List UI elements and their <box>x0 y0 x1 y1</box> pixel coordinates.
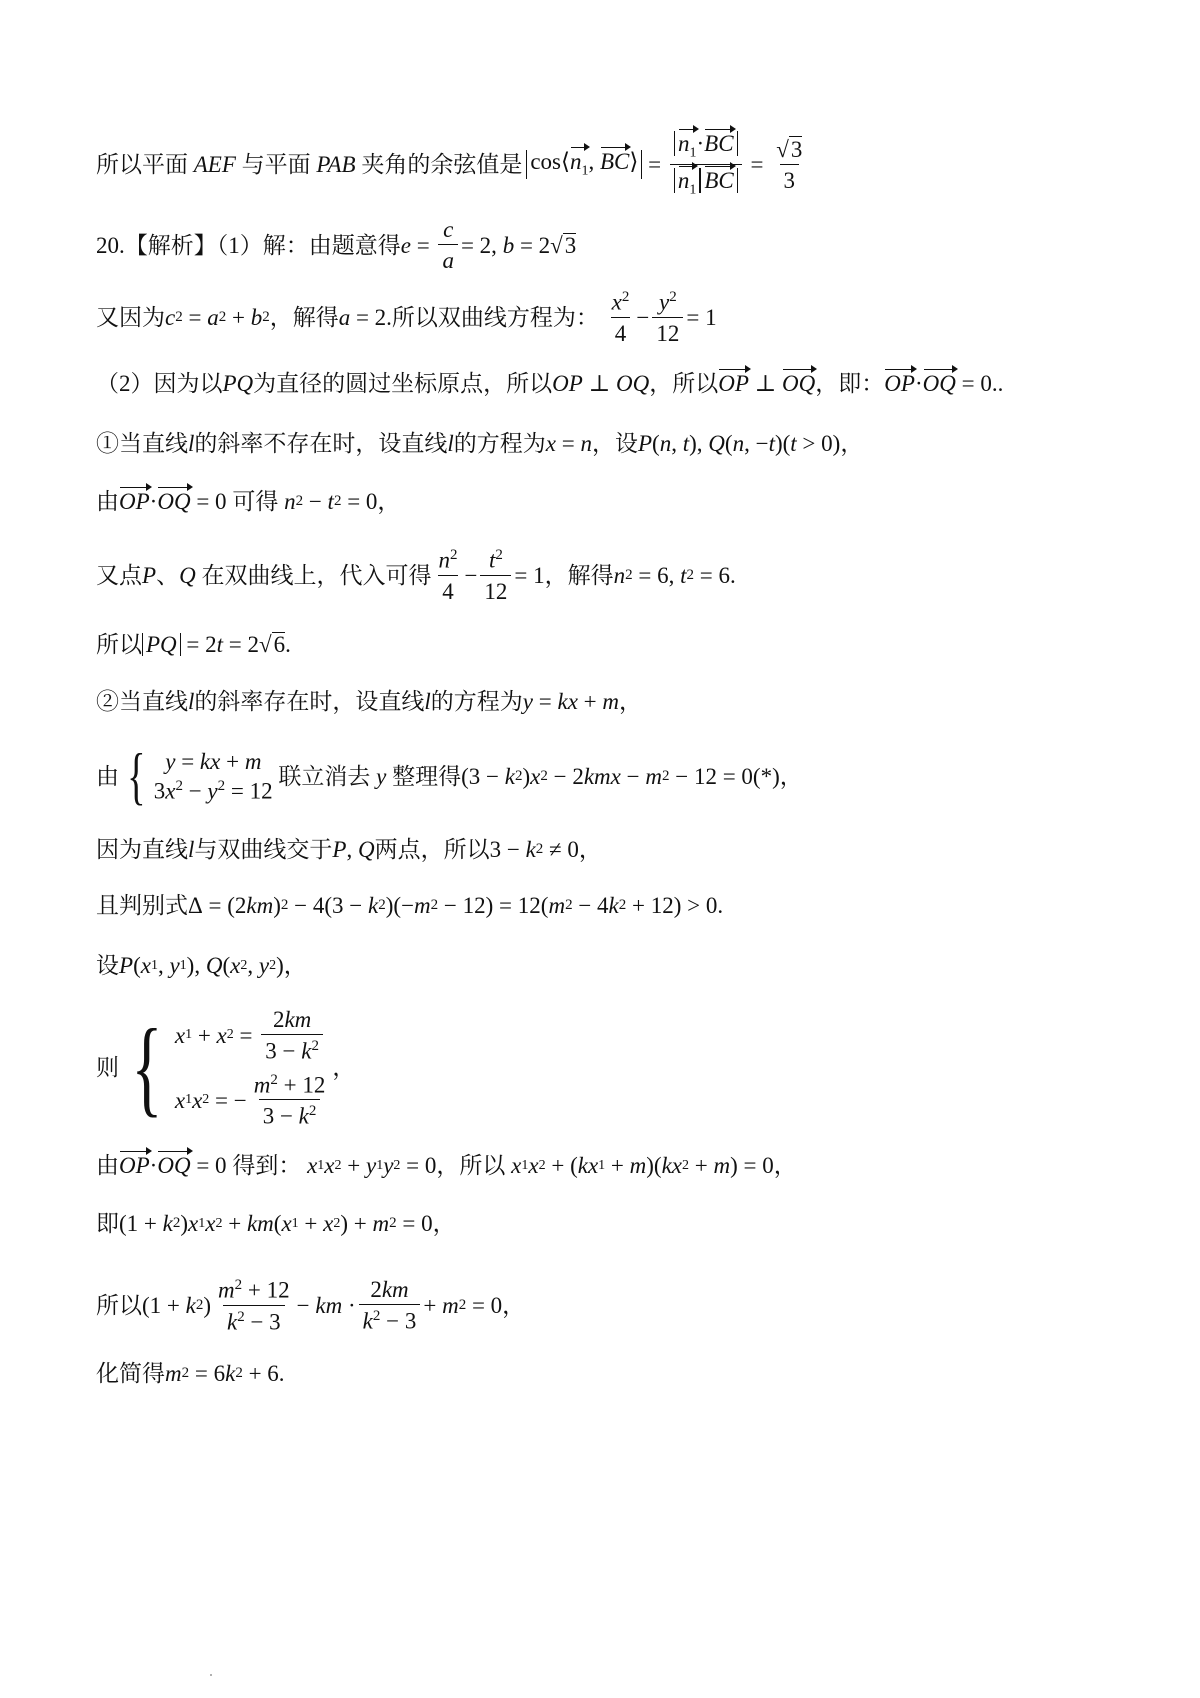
text: .. <box>991 371 1004 396</box>
text: 两点，所以 <box>374 837 490 862</box>
line-case2: ②当直线 l 的斜率存在时，设直线 l 的方程为 y = kx + m ， <box>96 689 643 714</box>
text: 的斜率不存在时，设直线 <box>194 431 448 456</box>
line-system: 由 { y = kx + m $3x^2 - y^2 = 12$ 联立消去 y 整理得 (3 − k 2 ) x 2 − 2 kmx − m 2 − 12 = 0(*)， <box>96 740 803 811</box>
line-dot-zero: 由 OP · OQ = 0 可得 n 2 − t 2 = 0 ， <box>96 489 401 514</box>
text: 的方程为 <box>453 431 546 456</box>
text: 由 <box>96 1153 119 1178</box>
text: 所以 <box>96 631 142 657</box>
text: ，解得 <box>544 562 614 588</box>
text: ， <box>840 431 864 456</box>
text: 在双曲线上，代入可得 <box>201 562 432 588</box>
text: 即 <box>96 1211 119 1236</box>
line-cosine: 所以平面 AEF 与平面 PAB 夹角的余弦值是 $\cos⟨n_1$, BC⟩ = $\frac{n_1\cdot BC}{n_1 BC}$ = $\frac{√3}{3}$ <box>96 131 803 198</box>
text: 所以平面 <box>96 152 188 178</box>
text: 设 <box>96 953 119 978</box>
text: 又因为 <box>96 304 165 330</box>
text: 因为直线 <box>96 837 188 862</box>
line-problem-20: 20.【解析】（1）解：由题意得 e = $\frac{c}{a}$ = 2, b = 2√ 3 <box>96 217 577 273</box>
text: 与平面 <box>241 152 311 178</box>
text: 联立消去 <box>278 763 371 789</box>
line-part2: （2）因为以 PQ 为直径的圆过坐标原点，所以 OP ⊥ OQ ，所以 OP ⊥ OQ ，即： OP · OQ = 0 .. <box>96 371 1004 396</box>
text: ②当直线 <box>96 689 188 714</box>
line-vieta: 则 { x 1 + x 2 = $\frac{2km}{3 - k^2}$ x 1 x 2 = − $\frac{m^2 + 12}{3 - k^2}$ ， <box>96 1007 356 1129</box>
line-expand: 即 (1 + k 2 ) x 1 x 2 + km ( x 1 + x 2 ) + m 2 = 0， <box>96 1211 456 1236</box>
text: 为直径的圆过坐标原点，所以 <box>253 371 553 396</box>
text: ， <box>377 489 401 514</box>
line-simplify: 化简得 m 2 = 6 k 2 + 6. <box>96 1361 285 1386</box>
text: 整理得 <box>392 763 462 789</box>
text: 且判别式 <box>96 893 188 918</box>
line-substitute: 所以 (1 + k 2 ) $\frac{m^2 + 12}{k^2 - 3}$ − km · $\frac{2km}{k^2 - 3}$ + m 2 = 0， <box>96 1277 526 1335</box>
text: ，设 <box>591 431 638 456</box>
text: .所以双曲线方程为： <box>386 304 599 330</box>
text: 可得 <box>232 489 279 514</box>
text: ，解得 <box>269 304 339 330</box>
text: （2）因为以 <box>96 371 223 396</box>
line-dot-product: 由 OP · OQ = 0 得到： x 1 x 2 + y 1 y 2 = 0 ，所以 x 1 x 2 + ( kx 1 + m )( kx 2 + m ) = 0， <box>96 1153 797 1178</box>
text: 化简得 <box>96 1361 165 1386</box>
text: ，所以 <box>649 371 719 396</box>
line-pq-length: 所以 PQ = 2 t = 2√ 6 . <box>96 631 291 657</box>
text: 夹角的余弦值是 <box>361 152 523 178</box>
footer-dot <box>210 1674 212 1676</box>
text: 的方程为 <box>430 689 523 714</box>
text: 由 <box>96 489 119 514</box>
line-set-points: 设 P ( x 1 , y 1 ), Q ( x 2 , y 2 )， <box>96 953 307 978</box>
text: 所以 <box>96 1293 142 1319</box>
line-hyperbola-eq: 又因为 c 2 = a 2 + b 2 ，解得 a = 2 .所以双曲线方程为： $\frac{x^2}{4}$ − $\frac{y^2}{12}$ = 1 <box>96 289 717 346</box>
text: 则 <box>96 1055 119 1081</box>
text: ，所以 <box>436 1153 506 1178</box>
text: 得到： <box>232 1153 302 1178</box>
text: 由 <box>96 763 119 789</box>
problem-label: 20.【解析】（1）解：由题意得 <box>96 232 401 258</box>
line-intersect: 因为直线 l 与双曲线交于 P , Q 两点，所以 3 − k 2 ≠ 0， <box>96 837 602 862</box>
text: 的斜率存在时，设直线 <box>194 689 425 714</box>
text: 与双曲线交于 <box>194 837 333 862</box>
line-points-on-curve: 又点 P 、 Q 在双曲线上，代入可得 $\frac{n^2}{4}$ − $\frac{t^2}{12}$ = 1 ，解得 n 2 = 6, t 2 = 6. <box>96 547 736 604</box>
line-discriminant: 且判别式 Δ = (2 km ) 2 − 4(3 − k 2 )(− m 2 − 12) = 12( m 2 − 4 k 2 + 12) > 0. <box>96 893 724 918</box>
line-case1: ①当直线 l 的斜率不存在时，设直线 l 的方程为 x = n ，设 P ( n , t ), Q ( n , − t )( t > 0) ， <box>96 431 864 456</box>
text: 又点 <box>96 562 142 588</box>
text: ①当直线 <box>96 431 188 456</box>
text: ，即： <box>815 371 885 396</box>
